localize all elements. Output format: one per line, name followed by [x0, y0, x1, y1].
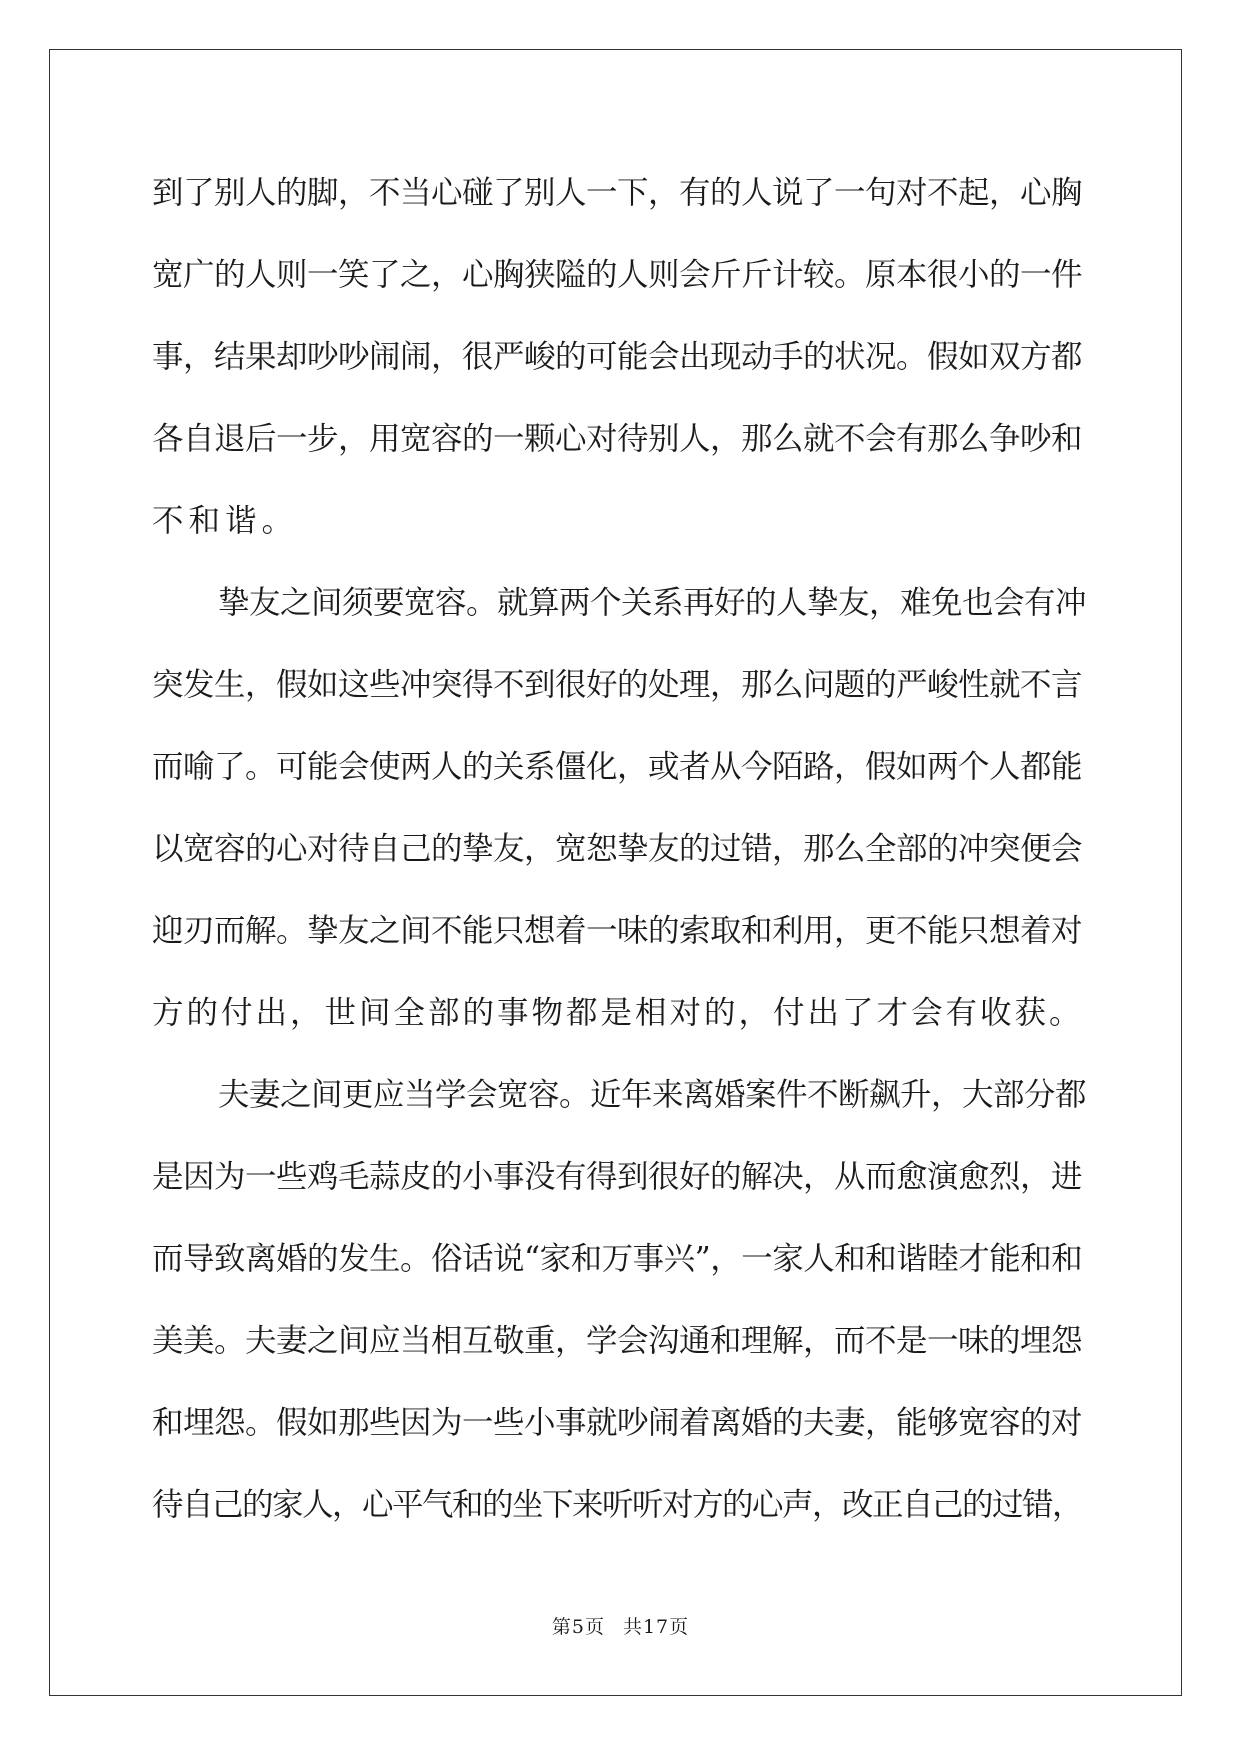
text-line: 宽广的人则一笑了之，心胸狭隘的人则会斤斤计较。原本很小的一件: [152, 257, 1083, 293]
text-line: 迎刃而解。挚友之间不能只想着一味的索取和利用，更不能只想着对: [152, 913, 1083, 949]
page-number: 第5页: [551, 1616, 605, 1638]
document-body: [152, 152, 1092, 1546]
text-line: 事，结果却吵吵闹闹，很严峻的可能会出现动手的状况。假如双方都: [152, 339, 1083, 375]
page-total: 共17页: [622, 1616, 690, 1638]
text-line: 美美。夫妻之间应当相互敬重，学会沟通和理解，而不是一味的埋怨: [152, 1323, 1083, 1359]
text-line: 到了别人的脚，不当心碰了别人一下，有的人说了一句对不起，心胸: [152, 175, 1083, 211]
paragraph-first-line: 挚友之间须要宽容。就算两个关系再好的人挚友，难免也会有冲: [218, 585, 1087, 621]
text-line: 突发生，假如这些冲突得不到很好的处理，那么问题的严峻性就不言: [152, 667, 1083, 703]
paragraph-first-line: 夫妻之间更应当学会宽容。近年来离婚案件不断飙升，大部分都: [218, 1077, 1087, 1113]
text-line: 和埋怨。假如那些因为一些小事就吵闹着离婚的夫妻，能够宽容的对: [152, 1405, 1083, 1441]
text-line: 待自己的家人，心平气和的坐下来听听对方的心声，改正自己的过错，: [152, 1487, 1083, 1523]
page-footer: [0, 1612, 1241, 1639]
text-line: 不和谐。: [152, 503, 299, 539]
text-line: 而喻了。可能会使两人的关系僵化，或者从今陌路，假如两个人都能: [152, 749, 1083, 785]
text-line: 方的付出，世间全部的事物都是相对的，付出了才会有收获。: [152, 995, 1084, 1031]
text-line: 以宽容的心对待自己的挚友，宽恕挚友的过错，那么全部的冲突便会: [152, 831, 1083, 867]
text-line: 而导致离婚的发生。俗话说“家和万事兴”，一家人和和谐睦才能和和: [152, 1241, 1083, 1277]
text-line: 各自退后一步，用宽容的一颗心对待别人，那么就不会有那么争吵和: [152, 421, 1083, 457]
text-line: 是因为一些鸡毛蒜皮的小事没有得到很好的解决，从而愈演愈烈，进: [152, 1159, 1083, 1195]
